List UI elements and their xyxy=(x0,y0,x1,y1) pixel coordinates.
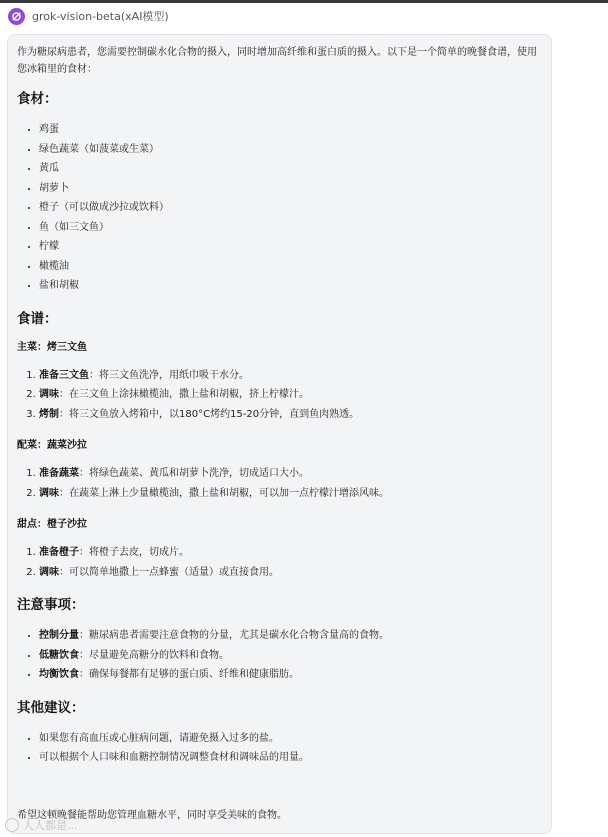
list-item: • 鸡蛋 xyxy=(39,120,542,140)
step-label: 调味 xyxy=(39,566,59,578)
list-item xyxy=(39,366,542,386)
list-item xyxy=(39,405,542,425)
closing-text: 希望这顿晚餐能帮助您管理血糖水平，同时享受美味的食物。 xyxy=(17,810,287,821)
list-item xyxy=(39,646,542,666)
step-text: ：将三文鱼洗净，用纸巾吸干水分。 xyxy=(89,369,249,381)
list-item xyxy=(39,626,542,646)
list-item xyxy=(39,563,542,583)
list-item: • 橙子（可以做成沙拉或饮料） xyxy=(39,198,542,218)
step-label: 准备橙子 xyxy=(39,547,79,558)
dessert-heading: 甜点：橙子沙拉 xyxy=(17,519,87,530)
list-item xyxy=(39,464,542,484)
step-text: ：可以简单地撒上一点蜂蜜（适量）或直接食用。 xyxy=(59,566,279,578)
side-dish-steps xyxy=(17,464,542,503)
main-dish-steps xyxy=(17,366,542,425)
step-label: 准备三文鱼 xyxy=(39,369,89,381)
watermark-text: 人人都是... xyxy=(23,819,78,832)
list-item: • 如果您有高血压或心脏病问题，请避免摄入过多的盐。 xyxy=(39,729,542,749)
side-dish-heading: 配菜：蔬菜沙拉 xyxy=(17,440,87,451)
list-item: • 胡萝卜 xyxy=(39,179,542,199)
note-text: ：糖尿病患者需要注意食物的分量，尤其是碳水化合物含量高的食物。 xyxy=(79,630,389,641)
watermark xyxy=(5,817,78,833)
assistant-message xyxy=(7,34,552,834)
main-dish-heading: 主菜：烤三文鱼 xyxy=(17,341,87,353)
list-item xyxy=(39,543,542,563)
model-header xyxy=(8,6,169,26)
note-text: ：确保每餐都有足够的蛋白质、纤维和健康脂肪。 xyxy=(79,669,299,680)
ingredients-heading: 食材： xyxy=(17,91,58,107)
ingredients-list xyxy=(17,120,542,296)
list-item xyxy=(39,385,542,405)
step-text: ：将橙子去皮，切成片。 xyxy=(79,547,189,558)
note-label: 均衡饮食 xyxy=(39,669,79,680)
step-text: ：将三文鱼放入烤箱中，以180°C烤约15-20分钟，直到鱼肉熟透。 xyxy=(59,408,360,420)
list-item: • 橄榄油 xyxy=(39,257,542,277)
step-text: ：在蔬菜上淋上少量橄榄油，撒上盐和胡椒，可以加一点柠檬汁增添风味。 xyxy=(59,487,389,499)
watermark-logo-icon xyxy=(5,818,19,832)
model-name: grok-vision-beta(xAI模型) xyxy=(32,10,169,23)
intro-text: 作为糖尿病患者，您需要控制碳水化合物的摄入，同时增加高纤维和蛋白质的摄入。以下是一个简单的晚餐食谱，使用您冰箱里的食材： xyxy=(17,47,537,75)
other-advice-list xyxy=(17,729,542,768)
step-text: ：在三文鱼上涂抹橄榄油，撒上盐和胡椒，挤上柠檬汁。 xyxy=(59,389,309,400)
top-border xyxy=(0,0,608,3)
step-label: 调味 xyxy=(39,389,59,400)
step-label: 准备蔬菜 xyxy=(39,468,79,479)
recipe-heading: 食谱： xyxy=(17,310,58,327)
list-item xyxy=(39,484,542,504)
list-item xyxy=(39,665,542,685)
dessert-steps xyxy=(17,543,542,582)
list-item: • 可以根据个人口味和血糖控制情况调整食材和调味品的用量。 xyxy=(39,748,542,768)
list-item: • 柠檬 xyxy=(39,237,542,257)
other-advice-heading: 其他建议： xyxy=(17,699,85,716)
note-label: 低糖饮食 xyxy=(39,649,79,661)
grok-logo-icon xyxy=(8,8,25,25)
note-label: 控制分量 xyxy=(39,630,79,641)
step-label: 调味 xyxy=(39,487,59,499)
notes-list xyxy=(17,626,542,685)
step-label: 烤制 xyxy=(39,408,59,420)
note-text: ：尽量避免高糖分的饮料和食物。 xyxy=(79,649,229,661)
list-item: • 鱼（如三文鱼） xyxy=(39,218,542,238)
list-item: • 绿色蔬菜（如菠菜或生菜） xyxy=(39,140,542,160)
list-item: • 盐和胡椒 xyxy=(39,276,542,296)
list-item: • 黄瓜 xyxy=(39,159,542,179)
notes-heading: 注意事项： xyxy=(17,597,85,613)
step-text: ：将绿色蔬菜、黄瓜和胡萝卜洗净，切成适口大小。 xyxy=(79,468,309,479)
